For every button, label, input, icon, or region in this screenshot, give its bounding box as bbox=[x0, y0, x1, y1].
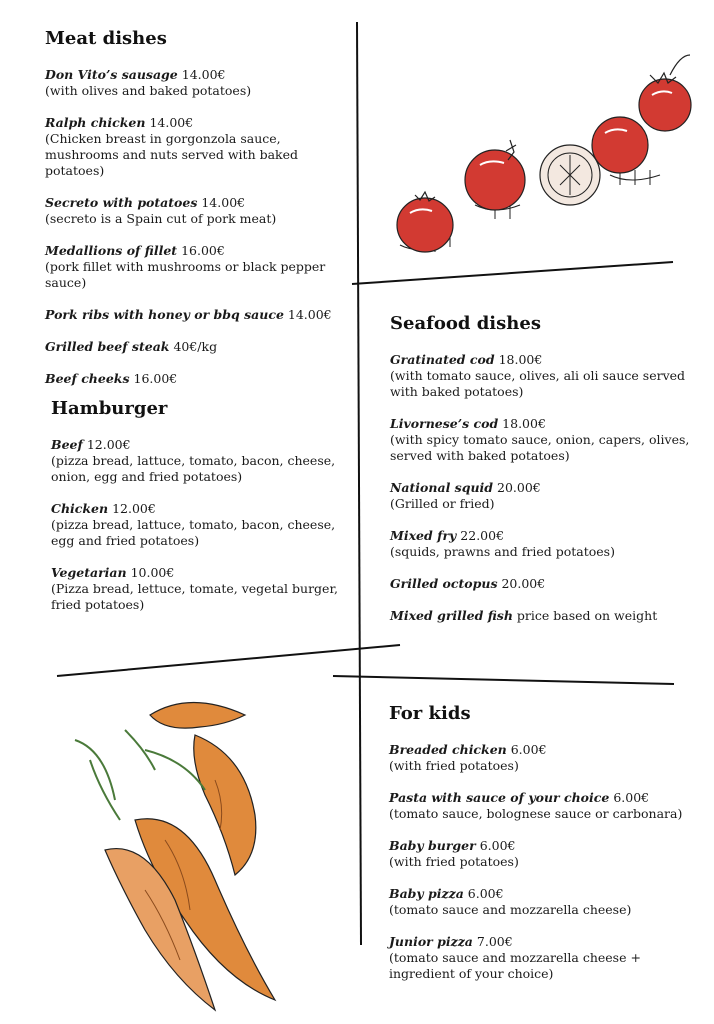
meat-list bbox=[45, 67, 345, 387]
dish-price: 22.00€ bbox=[460, 528, 505, 543]
dish-description: (pork fillet with mushrooms or black pepper sauce) bbox=[45, 259, 326, 290]
dish-price: 6.00€ bbox=[479, 838, 516, 853]
menu-item bbox=[389, 934, 704, 982]
divider-left-bottom bbox=[57, 645, 400, 676]
kids-list bbox=[389, 742, 704, 982]
dish-price: 16.00€ bbox=[181, 243, 225, 258]
dish-name: Vegetarian bbox=[51, 565, 127, 580]
dish-name: Mixed fry bbox=[390, 528, 457, 543]
dish-description: (tomato sauce and mozzarella cheese + ingredient of your choice) bbox=[389, 950, 641, 981]
tomato-1 bbox=[397, 192, 453, 252]
dish-name: Beef bbox=[51, 437, 83, 452]
dish-name: Junior pizza bbox=[389, 934, 473, 949]
menu-item bbox=[390, 528, 705, 560]
menu-item bbox=[389, 790, 704, 822]
hamburger-list bbox=[51, 437, 351, 613]
menu-item bbox=[389, 742, 704, 774]
dish-price: 20.00€ bbox=[501, 576, 546, 591]
dish-name: Beef cheeks bbox=[45, 371, 130, 386]
menu-item bbox=[51, 565, 351, 613]
dish-price: 14.00€ bbox=[149, 115, 194, 130]
dish-name: Chicken bbox=[51, 501, 109, 516]
kids-title: For kids bbox=[389, 703, 471, 724]
dish-description: (with fried potatoes) bbox=[389, 854, 519, 869]
dish-price: 18.00€ bbox=[502, 416, 546, 431]
dish-name: Grilled beef steak bbox=[45, 339, 170, 354]
dish-description: (pizza bread, lattuce, tomato, bacon, cheese, onion, egg and fried potatoes) bbox=[51, 453, 336, 484]
dish-description: (pizza bread, lattuce, tomato, bacon, cheese, egg and fried potatoes) bbox=[51, 517, 336, 548]
dish-price: 12.00€ bbox=[112, 501, 156, 516]
dish-description: (with fried potatoes) bbox=[389, 758, 519, 773]
menu-item bbox=[390, 480, 705, 512]
dish-price: 16.00€ bbox=[133, 371, 178, 386]
dish-description: (Chicken breast in gorgonzola sauce, mushrooms and nuts served with baked potatoes) bbox=[45, 131, 299, 178]
dish-description: (Pizza bread, lettuce, tomate, vegetal burger, fried potatoes) bbox=[51, 581, 339, 612]
dish-price: 14.00€ bbox=[201, 195, 246, 210]
tomatoes-illustration bbox=[380, 45, 700, 260]
dish-name: Grilled octopus bbox=[390, 576, 498, 591]
menu-item bbox=[390, 608, 705, 624]
hamburger-section bbox=[51, 398, 351, 629]
menu-item bbox=[390, 352, 705, 400]
menu-item bbox=[51, 501, 351, 549]
seafood-title: Seafood dishes bbox=[390, 313, 541, 334]
seafood-section bbox=[390, 313, 705, 640]
dish-price: price based on weight bbox=[516, 608, 658, 623]
menu-item bbox=[45, 339, 345, 355]
tomato-2 bbox=[465, 140, 525, 210]
chili-peppers-illustration bbox=[55, 690, 305, 1020]
dish-price: 6.00€ bbox=[510, 742, 547, 757]
menu-item bbox=[390, 416, 705, 464]
dish-price: 14.00€ bbox=[287, 307, 332, 322]
dish-price: 12.00€ bbox=[86, 437, 131, 452]
hamburger-title: Hamburger bbox=[51, 398, 168, 419]
dish-description: (secreto is a Spain cut of pork meat) bbox=[45, 211, 277, 226]
dish-price: 18.00€ bbox=[498, 352, 543, 367]
seafood-list bbox=[390, 352, 705, 624]
menu-item bbox=[45, 115, 345, 179]
menu-item bbox=[45, 67, 345, 99]
kids-section bbox=[389, 703, 704, 998]
menu-item bbox=[45, 307, 345, 323]
menu-item bbox=[390, 576, 705, 592]
dish-name: Mixed grilled fish bbox=[390, 608, 513, 623]
dish-name: Pork ribs with honey or bbq sauce bbox=[45, 307, 284, 322]
dish-description: (Grilled or fried) bbox=[390, 496, 495, 511]
menu-item bbox=[45, 243, 345, 291]
dish-price: 14.00€ bbox=[181, 67, 226, 82]
meat-section bbox=[45, 28, 345, 403]
meat-title: Meat dishes bbox=[45, 28, 167, 49]
tomato-5 bbox=[639, 55, 691, 131]
menu-item bbox=[45, 195, 345, 227]
dish-name: Pasta with sauce of your choice bbox=[389, 790, 610, 805]
dish-name: Secreto with potatoes bbox=[45, 195, 198, 210]
dish-description: (with tomato sauce, olives, ali oli sauce served with baked potatoes) bbox=[390, 368, 686, 399]
menu-item bbox=[45, 371, 345, 387]
vertical-divider bbox=[357, 22, 361, 945]
dish-name: National squid bbox=[390, 480, 494, 495]
dish-name: Baby burger bbox=[389, 838, 476, 853]
dish-name: Ralph chicken bbox=[45, 115, 146, 130]
dish-price: 20.00€ bbox=[497, 480, 541, 495]
menu-item bbox=[389, 886, 704, 918]
menu-item bbox=[389, 838, 704, 870]
dish-price: 40€/kg bbox=[173, 339, 218, 354]
dish-price: 6.00€ bbox=[467, 886, 504, 901]
dish-description: (squids, prawns and fried potatoes) bbox=[390, 544, 615, 559]
dish-name: Breaded chicken bbox=[389, 742, 507, 757]
pepper-2 bbox=[194, 735, 256, 875]
dish-name: Medallions of fillet bbox=[45, 243, 178, 258]
dish-name: Gratinated cod bbox=[390, 352, 495, 367]
dish-name: Livornese’s cod bbox=[390, 416, 499, 431]
tomato-3 bbox=[540, 145, 600, 205]
dish-description: (tomato sauce and mozzarella cheese) bbox=[389, 902, 632, 917]
dish-name: Don Vito’s sausage bbox=[45, 67, 178, 82]
dish-price: 6.00€ bbox=[613, 790, 650, 805]
pepper-1 bbox=[150, 703, 245, 729]
dish-price: 10.00€ bbox=[130, 565, 175, 580]
divider-right-top bbox=[352, 262, 673, 284]
dish-description: (with olives and baked potatoes) bbox=[45, 83, 252, 98]
menu-item bbox=[51, 437, 351, 485]
divider-right-bottom bbox=[333, 676, 674, 684]
pepper-stems bbox=[75, 730, 205, 820]
tomato-4 bbox=[592, 117, 648, 173]
dish-description: (with spicy tomato sauce, onion, capers, olives, served with baked potatoes) bbox=[390, 432, 690, 463]
dish-name: Baby pizza bbox=[389, 886, 464, 901]
dish-description: (tomato sauce, bolognese sauce or carbonara) bbox=[389, 806, 683, 821]
dish-price: 7.00€ bbox=[476, 934, 513, 949]
